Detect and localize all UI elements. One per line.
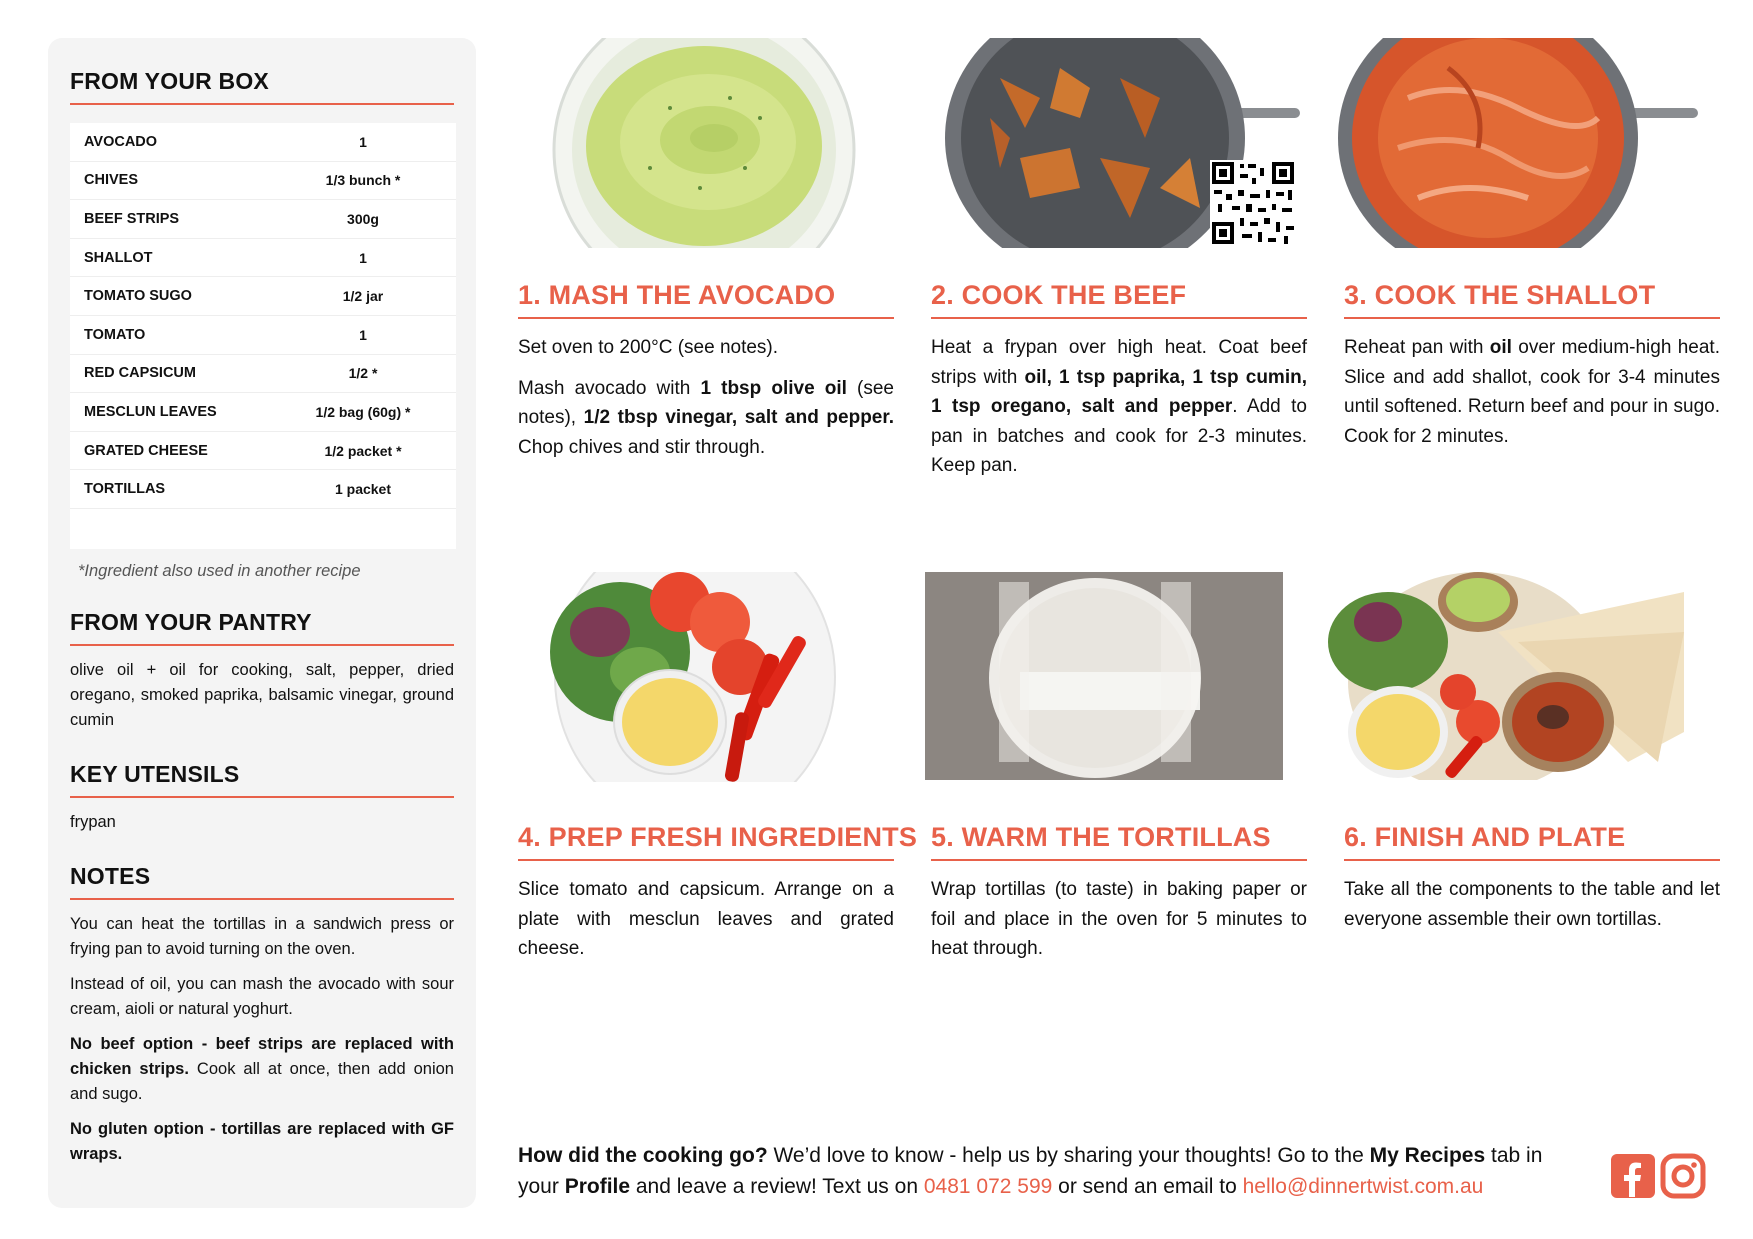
utensils-text: frypan — [70, 812, 116, 831]
table-row — [70, 123, 456, 162]
pantry-text: olive oil + oil for cooking, salt, pepper, dried oregano, smoked paprika, balsamic vinegar, ground cumin — [70, 660, 454, 729]
table-row — [70, 200, 456, 239]
bold-run: 1/2 tbsp vinegar, salt and pepper. — [583, 407, 894, 428]
text-run: Chop chives and stir through. — [518, 436, 766, 458]
text-run: tab in your — [518, 1144, 1543, 1198]
note-1: You can heat the tortillas in a sandwich press or frying pan to avoid turning on the oven. — [70, 914, 454, 958]
wrapped-tortillas-image — [925, 572, 1283, 780]
email-link[interactable]: hello@dinnertwist.com.au — [1242, 1175, 1484, 1198]
text-run: and leave a review! Text us on — [630, 1175, 924, 1198]
step-1 — [518, 280, 894, 473]
from-your-box-heading: FROM YOUR BOX — [70, 68, 454, 105]
ingredients-table — [70, 123, 456, 549]
text-run: (see notes), — [518, 377, 894, 428]
ingredient-footnote: *Ingredient also used in another recipe — [78, 561, 361, 580]
fresh-ingredients-image — [520, 572, 896, 782]
text-run: over medium-high heat. Slice and add shallot, cook for 3-4 minutes until softened. Return beef and pour in sugo. Cook for 2 minutes. — [1344, 337, 1720, 447]
text-run: . Add to pan in batches and cook for 2-3 minutes. Keep pan. — [931, 396, 1307, 476]
from-your-pantry-heading: FROM YOUR PANTRY — [70, 609, 454, 646]
step-3-title: 3. COOK THE SHALLOT — [1344, 280, 1720, 319]
table-row — [70, 277, 456, 316]
table-row — [70, 470, 456, 509]
notes-heading: NOTES — [70, 863, 454, 900]
ingredient-qty: 1/3 bunch * — [325, 172, 401, 189]
finished-plate-image — [1328, 572, 1684, 780]
ingredient-qty: 1/2 * — [348, 365, 378, 382]
profile-label: Profile — [564, 1175, 631, 1198]
ingredient-qty: 1/2 bag (60g) * — [315, 403, 411, 420]
text-run: We’d love to know - help us by sharing your thoughts! Go to the — [767, 1144, 1370, 1167]
step-5-para: Wrap tortillas (to taste) in baking paper or foil and place in the oven for 5 minutes to heat through. — [931, 879, 1307, 959]
step-5 — [931, 822, 1307, 975]
ingredient-qty: 1/2 jar — [342, 288, 384, 305]
bold-run: 1 tbsp olive oil — [700, 377, 847, 399]
ingredient-name: TOMATO — [84, 326, 146, 343]
step-4-body — [518, 875, 894, 964]
step-3 — [1344, 280, 1720, 462]
ingredient-qty: 1/2 packet * — [324, 442, 402, 459]
step-2 — [931, 280, 1307, 492]
step-3-body — [1344, 333, 1720, 451]
table-row — [70, 393, 456, 432]
utensils-section — [70, 761, 454, 835]
text-run: Reheat pan with — [1344, 337, 1490, 358]
table-filler — [70, 509, 456, 549]
text-run: Mash avocado with — [518, 377, 701, 399]
ingredient-name: SHALLOT — [84, 249, 153, 266]
ingredient-name: BEEF STRIPS — [84, 210, 180, 227]
bold-run: oil — [1489, 337, 1512, 358]
note-4 — [70, 1117, 454, 1167]
table-row — [70, 239, 456, 278]
step-5-title: 5. WARM THE TORTILLAS — [931, 822, 1307, 861]
key-utensils-heading: KEY UTENSILS — [70, 761, 454, 798]
ingredient-name: TOMATO SUGO — [84, 288, 192, 305]
table-row — [70, 162, 456, 201]
phone-link[interactable]: 0481 072 599 — [923, 1175, 1053, 1198]
step-6 — [1344, 822, 1720, 945]
notes-section — [70, 863, 454, 1167]
ingredient-qty: 300g — [347, 210, 379, 227]
step-6-title: 6. FINISH AND PLATE — [1344, 822, 1720, 861]
table-row — [70, 316, 456, 355]
beef-sugo-pan-image — [1338, 38, 1714, 248]
note-3-bold: No beef option - beef strips are replaced with chicken strips. — [70, 1034, 454, 1078]
ingredient-qty: 1 — [359, 133, 367, 150]
step-1-para-1: Set oven to 200°C (see notes). — [518, 337, 779, 358]
note-3 — [70, 1032, 454, 1107]
pantry-section — [70, 609, 454, 733]
mashed-avocado-image — [520, 38, 896, 248]
step-2-title: 2. COOK THE BEEF — [931, 280, 1307, 319]
step-6-para: Take all the components to the table and let everyone assemble their own tortillas. — [1344, 879, 1720, 930]
step-4-para: Slice tomato and capsicum. Arrange on a plate with mesclun leaves and grated cheese. — [518, 879, 894, 959]
instagram-icon[interactable] — [1660, 1153, 1706, 1199]
step-5-body — [931, 875, 1307, 964]
step-2-para — [931, 333, 1307, 481]
ingredient-name: CHIVES — [84, 172, 138, 189]
step-1-title: 1. MASH THE AVOCADO — [518, 280, 894, 319]
ingredient-qty: 1 packet — [334, 481, 392, 498]
note-2: Instead of oil, you can mash the avocado with sour cream, aioli or natural yoghurt. — [70, 974, 454, 1018]
note-4-bold: No gluten option - tortillas are replaced with GF wraps. — [70, 1119, 454, 1163]
text-run: or send an email to — [1052, 1175, 1243, 1198]
step-6-body — [1344, 875, 1720, 934]
sidebar — [48, 38, 476, 1208]
table-row — [70, 355, 456, 394]
footer-question: How did the cooking go? — [518, 1144, 768, 1167]
step-1-body — [518, 333, 894, 462]
ingredient-name: RED CAPSICUM — [84, 365, 196, 382]
step-4-title: 4. PREP FRESH INGREDIENTS — [518, 822, 894, 861]
step-2-body — [931, 333, 1307, 481]
bold-run: oil, 1 tsp paprika, 1 tsp cumin, 1 tsp oregano, salt and pepper — [931, 366, 1307, 417]
table-row — [70, 432, 456, 471]
step-3-para — [1344, 333, 1720, 451]
ingredient-name: TORTILLAS — [84, 481, 166, 498]
step-4 — [518, 822, 918, 975]
ingredient-name: MESCLUN LEAVES — [84, 403, 217, 420]
feedback-footer — [518, 1140, 1578, 1202]
step-1-para-2 — [518, 374, 894, 463]
ingredient-name: AVOCADO — [84, 133, 158, 150]
text-run: Heat a frypan over high heat. Coat beef strips with — [931, 337, 1307, 388]
facebook-icon[interactable] — [1610, 1153, 1656, 1199]
ingredient-name: GRATED CHEESE — [84, 442, 208, 459]
ingredient-qty: 1 — [359, 326, 367, 343]
my-recipes-label: My Recipes — [1369, 1144, 1486, 1167]
ingredient-qty: 1 — [359, 249, 367, 266]
note-3-rest: Cook all at once, then add onion and sugo. — [70, 1059, 454, 1103]
qr-code-icon — [1210, 160, 1296, 246]
